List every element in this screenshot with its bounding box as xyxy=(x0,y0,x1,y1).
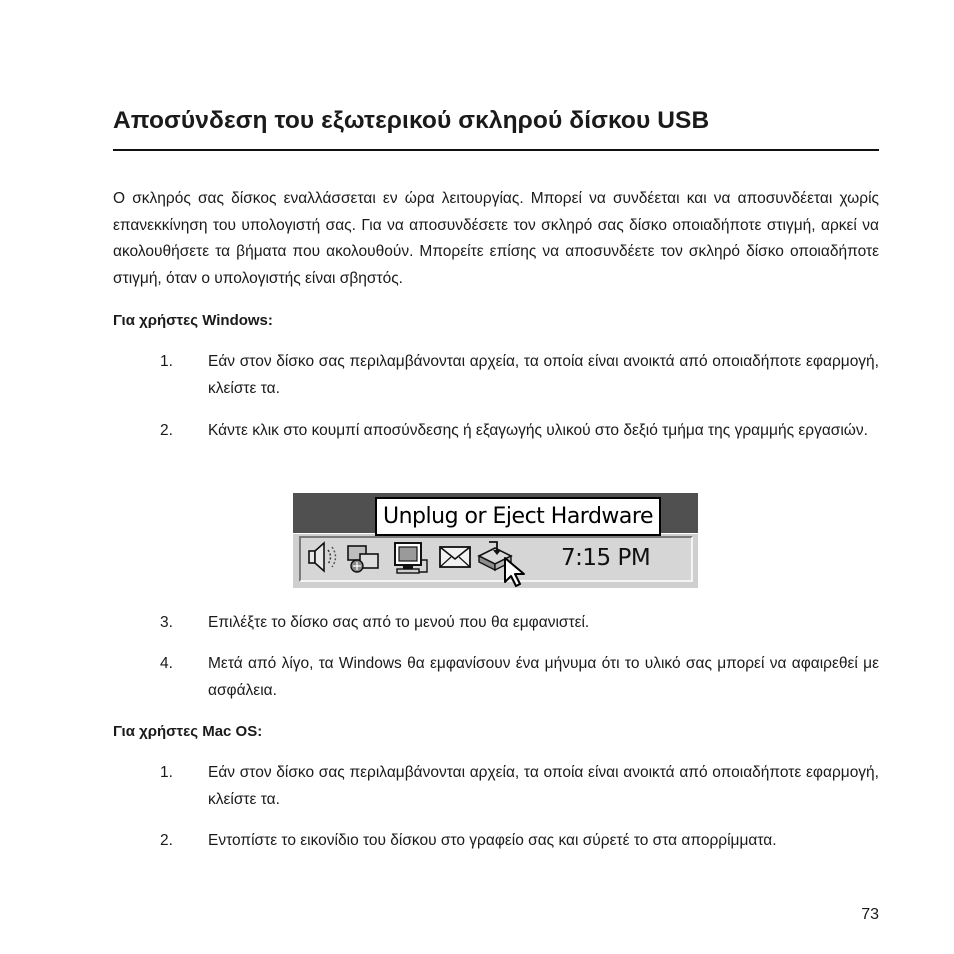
speaker-icon[interactable] xyxy=(305,538,341,578)
title-underline xyxy=(113,149,879,151)
windows-step-4 xyxy=(160,650,879,704)
page-title: Αποσύνδεση του εξωτερικού σκληρού δίσκου USB xyxy=(113,107,710,134)
page-number: 73 xyxy=(861,906,879,923)
mail-icon[interactable] xyxy=(437,538,473,578)
step-text: Μετά από λίγο, τα Windows θα εμφανίσουν ένα μήνυμα ότι το υλικό σας μπορεί να αφαιρεθεί με ασφάλεια. xyxy=(208,655,879,699)
step-text: Εντοπίστε το εικονίδιο του δίσκου στο γραφείο σας και σύρετέ το στα απορρίμματα. xyxy=(208,832,777,849)
step-number: 2. xyxy=(160,422,173,439)
step-number: 2. xyxy=(160,832,173,849)
step-text: Επιλέξτε το δίσκο σας από το μενού που θα εμφανιστεί. xyxy=(208,614,590,631)
mac-heading: Για χρήστες Mac OS: xyxy=(113,723,263,740)
windows-heading: Για χρήστες Windows: xyxy=(113,312,273,329)
step-text: Εάν στον δίσκο σας περιλαμβάνονται αρχεία, τα οποία είναι ανοικτά από οποιαδήποτε εφαρμογή, κλείστε τα. xyxy=(208,353,879,397)
windows-step-1 xyxy=(160,348,879,402)
monitor-icon[interactable] xyxy=(389,538,431,578)
taskbar-clock[interactable]: 7:15 PM xyxy=(561,545,651,571)
taskbar-screenshot xyxy=(293,493,698,588)
windows-step-3 xyxy=(160,609,879,636)
step-number: 1. xyxy=(160,764,173,781)
mouse-pointer-icon xyxy=(503,556,533,588)
mac-step-1 xyxy=(160,759,879,813)
intro-paragraph: Ο σκληρός σας δίσκος εναλλάσσεται εν ώρα λειτουργίας. Μπορεί να συνδέεται και να αποσυνδέεται χωρίς επανεκκίνηση του υπολογιστή σας. Για να αποσυνδέσετε τον σκληρό σας δίσκο οποιαδήποτε στιγμή, αρκεί να ακολουθήσετε τα βήματα που ακολουθούν. Μπορείτε επίσης να αποσυνδέετε τον σκληρό δίσκο οποιαδήποτε στιγμή, όταν ο υπολογιστής είναι σβηστός. xyxy=(113,190,879,287)
step-number: 3. xyxy=(160,614,173,631)
mac-step-2 xyxy=(160,827,879,854)
step-number: 1. xyxy=(160,353,173,370)
windows-step-2 xyxy=(160,417,879,444)
step-text: Εάν στον δίσκο σας περιλαμβάνονται αρχεία, τα οποία είναι ανοικτά από οποιαδήποτε εφαρμογή, κλείστε τα. xyxy=(208,764,879,808)
network-icon[interactable] xyxy=(343,538,383,578)
step-text: Κάντε κλικ στο κουμπί αποσύνδεσης ή εξαγωγής υλικού στο δεξιό τμήμα της γραμμής εργασιών. xyxy=(208,422,868,439)
step-number: 4. xyxy=(160,655,173,672)
tooltip: Unplug or Eject Hardware xyxy=(375,497,661,536)
